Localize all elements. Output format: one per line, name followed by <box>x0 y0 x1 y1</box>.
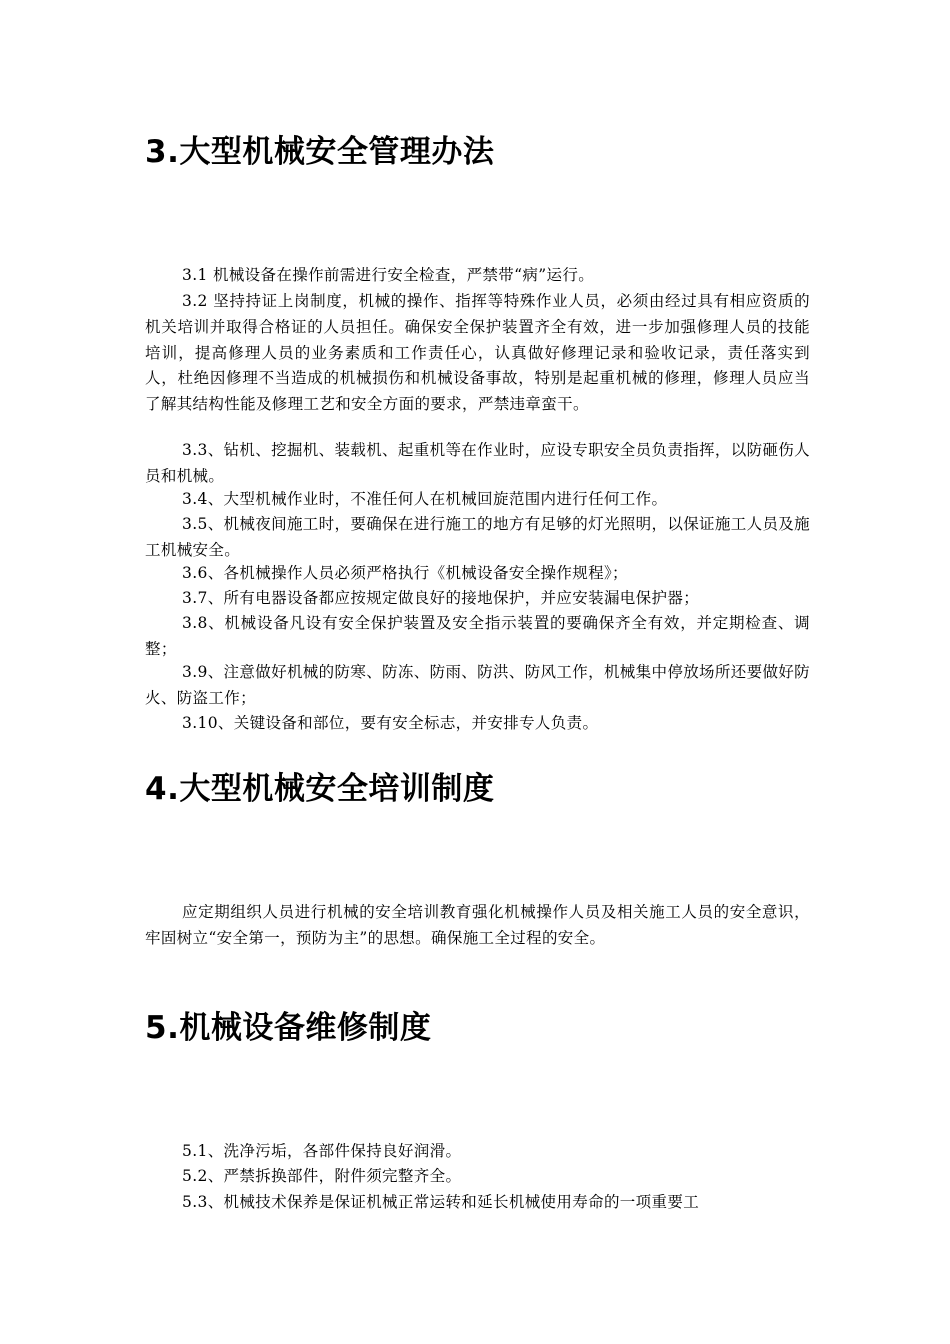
section-3-paragraph-3: 3.3、钻机、挖掘机、装载机、起重机等在作业时，应设专职安全员负责指挥，以防砸伤人员和机械。 <box>145 441 811 485</box>
section-3-paragraph-2: 3.2 坚持持证上岗制度，机械的操作、指挥等特殊作业人员，必须由经过具有相应资质的机关培训并取得合格证的人员担任。确保安全保护装置齐全有效，进一步加强修理人员的技能培训，提高修理人员的业务素质和工作责任心，认真做好修理记录和验收记录，责任落实到人，杜绝因修理不当造成的机械损伤和机械设备事故，特别是起重机械的修理，修理人员应当了解其结构性能及修理工艺和安全方面的要求，严禁违章蛮干。 <box>145 292 810 414</box>
section-4-heading: 4.大型机械安全培训制度 <box>145 771 495 807</box>
section-5-paragraph-1: 5.1、洗净污垢，各部件保持良好润滑。 <box>182 1142 462 1160</box>
section-3-paragraph-6: 3.6、各机械操作人员必须严格执行《机械设备安全操作规程》； <box>182 564 628 582</box>
section-3-paragraph-7: 3.7、所有电器设备都应按规定做良好的接地保护，并应安装漏电保护器； <box>182 589 700 607</box>
section-3-paragraph-4: 3.4、大型机械作业时，不准任何人在机械回旋范围内进行任何工作。 <box>182 490 668 508</box>
section-3-paragraph-1: 3.1 机械设备在操作前需进行安全检查，严禁带“病”运行。 <box>182 266 595 284</box>
section-5-paragraph-3: 5.3、机械技术保养是保证机械正常运转和延长机械使用寿命的一项重要工 <box>182 1193 700 1211</box>
section-3-paragraph-10: 3.10、关键设备和部位，要有安全标志，并安排专人负责。 <box>182 714 599 732</box>
section-3-paragraph-5: 3.5、机械夜间施工时，要确保在进行施工的地方有足够的灯光照明，以保证施工人员及施工机械安全。 <box>145 515 811 559</box>
section-3-paragraph-9: 3.9、注意做好机械的防寒、防冻、防雨、防洪、防风工作，机械集中停放场所还要做好防火、防盗工作； <box>145 663 811 707</box>
section-5-paragraph-2: 5.2、严禁拆换部件，附件须完整齐全。 <box>182 1167 462 1185</box>
section-5-heading: 5.机械设备维修制度 <box>145 1010 432 1046</box>
section-3-paragraph-8: 3.8、机械设备凡设有安全保护装置及安全指示装置的要确保齐全有效，并定期检查、调整； <box>145 614 810 658</box>
section-4-paragraph-1: 应定期组织人员进行机械的安全培训教育强化机械操作人员及相关施工人员的安全意识，牢固树立“安全第一，预防为主”的思想。确保施工全过程的安全。 <box>145 903 810 947</box>
section-3-heading: 3.大型机械安全管理办法 <box>145 134 495 170</box>
